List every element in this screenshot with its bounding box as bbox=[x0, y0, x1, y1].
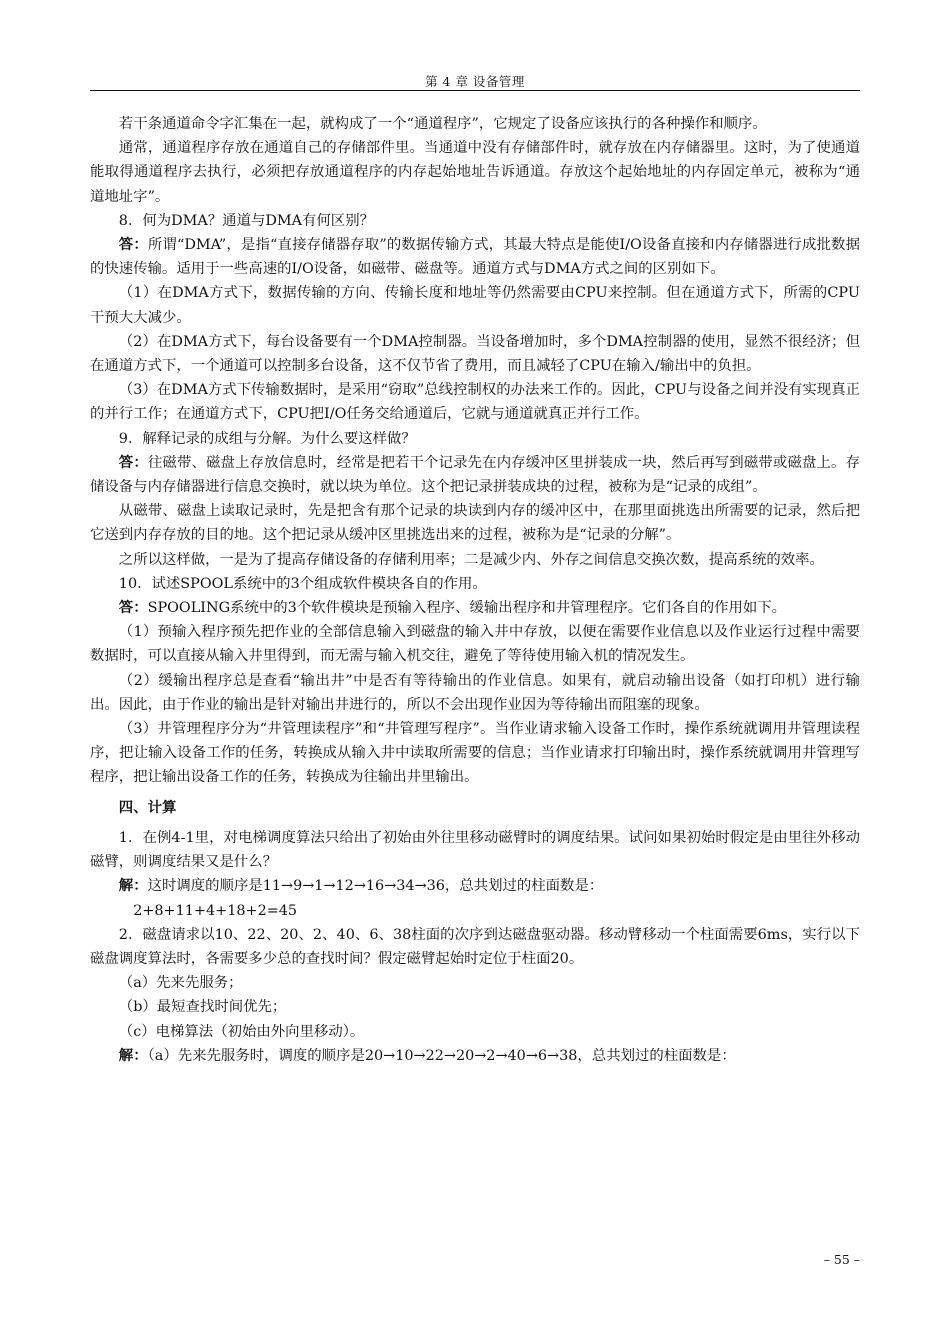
question-heading: 1．在例4-1里，对电梯调度算法只给出了初始由外往里移动磁臂时的调度结果。试问如果初始时假定是由里往外移动磁臂，则调度结果又是什么？ bbox=[90, 829, 860, 871]
question-heading: 9．解释记录的成组与分解。为什么要这样做？ bbox=[118, 430, 416, 447]
paragraph: （3）在DMA方式下传输数据时，是采用“窃取”总线控制权的办法来工作的。因此，CPU与设备之间并没有实现真正的并行工作；在通道方式下，CPU把I/O任务交给通道后，它就与通道就真正并行工作。 bbox=[90, 382, 860, 423]
paragraph: （2）在DMA方式下，每台设备要有一个DMA控制器。当设备增加时，多个DMA控制器的使用，显然不很经济；但在通道方式下，一个通道可以控制多台设备，这不仅节省了费用，而且减轻了CPU在输入/输出中的负担。 bbox=[90, 333, 860, 375]
answer-paragraph: 答：往磁带、磁盘上存放信息时，经常是把若干个记录先在内存缓冲区里拼装成一块，然后再写到磁带或磁盘上。存储设备与内存储器进行信息交换时，就以块为单位。这个把记录拼装成块的过程，被称为是“记录的成组”。 bbox=[90, 453, 860, 496]
running-header: 第 4 章 设备管理 bbox=[425, 74, 525, 89]
answer-paragraph: 答：SPOOLING系统中的3个软件模块是预输入程序、缓输出程序和井管理程序。它们各自的作用如下。 bbox=[118, 599, 787, 617]
question-heading: 8．何为DMA？通道与DMA有何区别？ bbox=[118, 212, 374, 229]
paragraph: 从磁带、磁盘上读取记录时，先是把含有那个记录的块读到内存的缓冲区中，在那里面挑选出所需要的记录，然后把它送到内存存放的目的地。这个把记录从缓冲区里挑选出来的过程，被称为是“记录的分解”。 bbox=[90, 503, 860, 544]
formula-line: 2+8+11+4+18+2=45 bbox=[133, 902, 298, 919]
paragraph: 之所以这样做，一是为了提高存储设备的存储利用率；二是减少内、外存之间信息交换次数，提高系统的效率。 bbox=[118, 551, 824, 568]
answer-label: 答： bbox=[118, 453, 148, 471]
solution-label: 解： bbox=[118, 877, 148, 895]
paragraph: （2）缓输出程序总是查看“输出井”中是否有等待输出的作业信息。如果有，就启动输出设备（如打印机）进行输出。因此，由于作业的输出是针对输出井进行的，所以不会出现作业因为等待输出而阻塞的现象。 bbox=[90, 672, 860, 713]
header-rule bbox=[90, 90, 860, 91]
answer-paragraph: 答：所谓“DMA”，是指“直接存储器存取”的数据传输方式，其最大特点是能使I/O设备直接和内存储器进行成批数据的快速传输。适用于一些高速的I/O设备，如磁带、磁盘等。通道方式与DMA方式之间的区别如下。 bbox=[90, 236, 860, 278]
solution-paragraph: 解：（a）先来先服务时，调度的顺序是20→10→22→20→2→40→6→38，总共划过的柱面数是： bbox=[118, 1046, 736, 1064]
solution-label: 解： bbox=[118, 1046, 148, 1064]
section-heading: 四、计算 bbox=[118, 798, 177, 816]
paragraph: 通常，通道程序存放在通道自己的存储部件里。当通道中没有存储部件时，就存放在内存储器里。这时，为了使通道能取得通道程序去执行，必须把存放通道程序的内存起始地址告诉通道。存放这个起始地址的内存固定单元，被称为“通道地址字”。 bbox=[90, 140, 860, 205]
list-item: （a）先来先服务； bbox=[118, 975, 243, 992]
page-number: – 55 – bbox=[823, 1252, 860, 1267]
solution-paragraph: 解：这时调度的顺序是11→9→1→12→16→34→36，总共划过的柱面数是： bbox=[118, 877, 604, 895]
body-text bbox=[90, 112, 860, 1068]
answer-label: 答： bbox=[118, 599, 148, 617]
list-item: （b）最短查找时间优先； bbox=[118, 999, 287, 1016]
paragraph: 若干条通道命令字汇集在一起，就构成了一个“通道程序”，它规定了设备应该执行的各种操作和顺序。 bbox=[118, 116, 767, 132]
list-item: （c）电梯算法（初始由外向里移动）。 bbox=[118, 1023, 365, 1040]
paragraph: （1）预输入程序预先把作业的全部信息输入到磁盘的输入井中存放，以便在需要作业信息以及作业运行过程中需要数据时，可以直接从输入井里得到，而无需与输入机交往，避免了等待使用输入机的情况发生。 bbox=[90, 624, 860, 665]
question-heading: 10．试述SPOOL系统中的3个组成软件模块各自的作用。 bbox=[118, 575, 487, 592]
paragraph: （1）在DMA方式下，数据传输的方向、传输长度和地址等仍然需要由CPU来控制。但在通道方式下，所需的CPU干预大大减少。 bbox=[90, 285, 860, 326]
question-heading: 2．磁盘请求以10、22、20、2、40、6、38柱面的次序到达磁盘驱动器。移动臂移动一个柱面需要6ms，实行以下磁盘调度算法时，各需要多少总的查找时间？假定磁臂起始时定位于柱面20。 bbox=[90, 926, 860, 967]
answer-label: 答： bbox=[118, 236, 148, 254]
paragraph: （3）井管理程序分为“井管理读程序”和“井管理写程序”。当作业请求输入设备工作时，操作系统就调用井管理读程序，把让输入设备工作的任务，转换成从输入井中读取所需要的信息；当作业请求打印输出时，操作系统就调用井管理写程序，把让输出设备工作的任务，转换成为往输出井里输出。 bbox=[90, 721, 860, 786]
